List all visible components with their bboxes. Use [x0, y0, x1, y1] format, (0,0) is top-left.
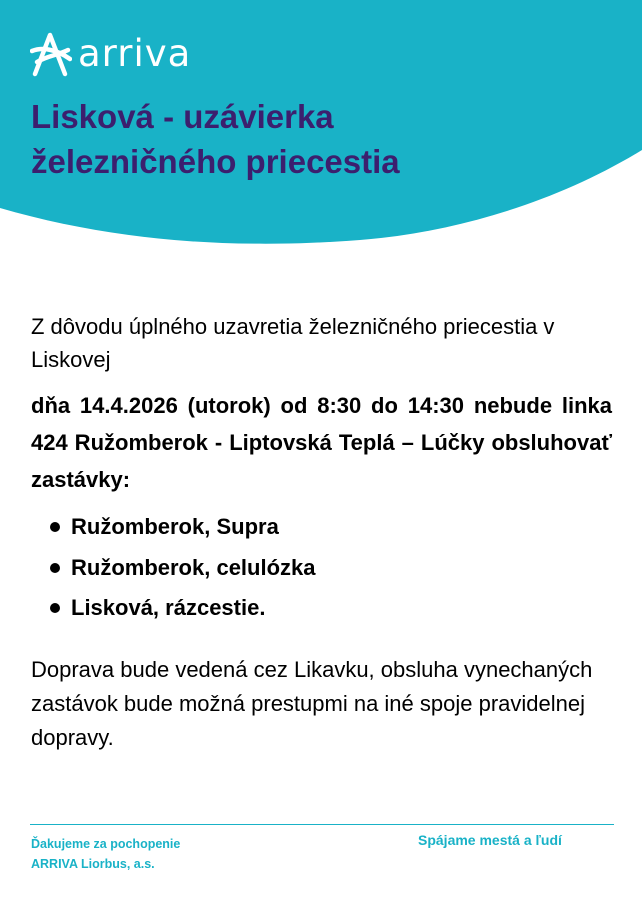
arriva-logo-icon [30, 30, 72, 78]
intro-paragraph: Z dôvodu úplného uzavretia železničného priecestia v Liskovej [31, 314, 555, 372]
bullet-icon [50, 563, 60, 573]
footer-signature [31, 834, 180, 874]
stop-name: Ružomberok, celulózka [71, 554, 316, 580]
stop-name: Lisková, rázcestie. [71, 595, 266, 620]
logo-wordmark: arriva [78, 31, 192, 75]
notice-title [31, 94, 591, 184]
stop-name: Ružomberok, Supra [71, 514, 279, 539]
list-item [31, 507, 612, 548]
title-line-2: železničného priecestia [31, 143, 400, 180]
arriva-logo [30, 28, 191, 80]
bullet-icon [50, 522, 60, 532]
closure-statement: dňa 14.4.2026 (utorok) od 8:30 do 14:30 nebude linka 424 Ružomberok - Liptovská Teplá – Lúčky obsluhovať zastávky: [31, 393, 612, 492]
affected-stops-list [31, 507, 612, 629]
footer-divider [30, 824, 614, 825]
footer-slogan: Spájame mestá a ľudí [418, 832, 562, 848]
list-item [31, 588, 612, 629]
company-name: ARRIVA Liorbus, a.s. [31, 857, 155, 871]
title-line-1: Lisková - uzávierka [31, 98, 334, 135]
list-item [31, 548, 612, 589]
bullet-icon [50, 603, 60, 613]
thanks-text: Ďakujeme za pochopenie [31, 837, 181, 851]
detour-paragraph: Doprava bude vedená cez Likavku, obsluha vynechaných zastávok bude možná prestupmi na iné spoje pravidelnej dopravy. [31, 656, 593, 750]
notice-body [31, 310, 612, 755]
